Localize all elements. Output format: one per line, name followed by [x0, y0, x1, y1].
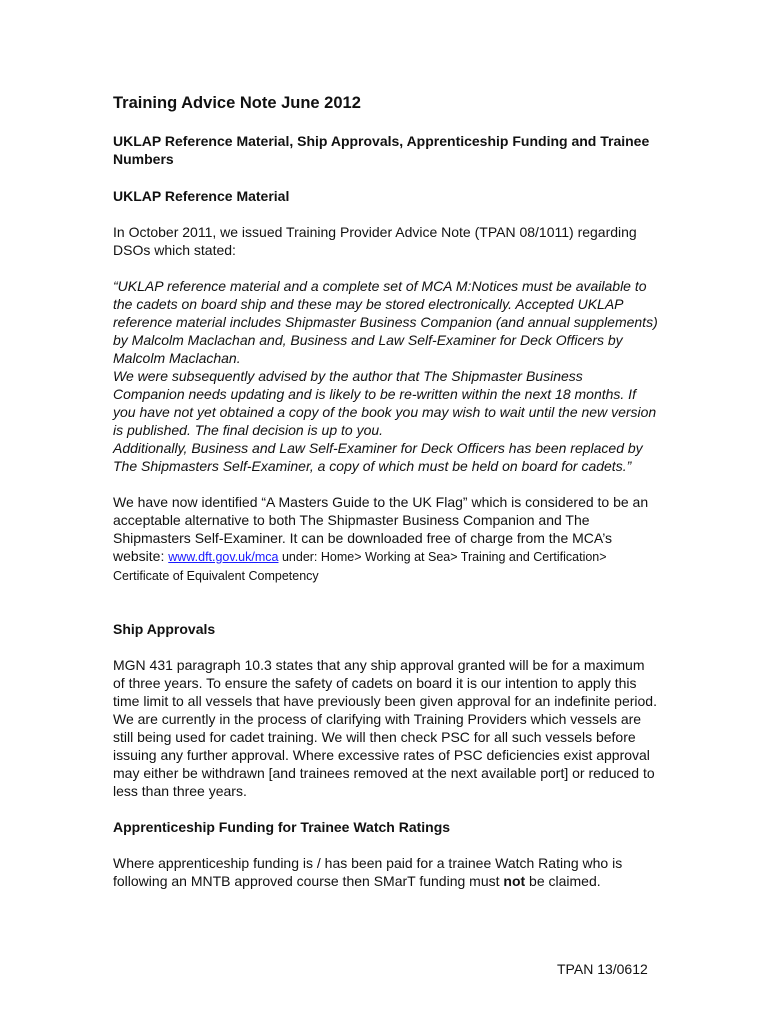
quote-paragraph-1: “UKLAP reference material and a complete set of MCA M:Notices must be available to the cadets on board ship and these may be stored electronically. Accepted UKLAP reference material includes Shipmaster Business Companion (and annual supplements) by Malcolm Maclachan and, Business and Law Self-Examiner for Deck Officers by Malcolm Maclachan.: [113, 278, 658, 366]
followup-text: We have now identified “A Masters Guide to the UK Flag” which is considered to be an acceptable alternative to both The Shipmaster Business Companion and The Shipmasters Self-Examiner. It can be downloaded free of charge from the MCA’s website:: [113, 494, 649, 564]
section-heading-funding: Apprenticeship Funding for Trainee Watch Ratings: [113, 819, 451, 835]
quote-paragraph-2: We were subsequently advised by the author that The Shipmaster Business Companion needs updating and is likely to be re-written within the next 18 months. If you have not yet obtained a copy of the book you may wish to wait until the new version is published. The final decision is up to you.: [113, 368, 657, 438]
funding-emphasis: not: [503, 873, 526, 889]
document-page: [113, 93, 658, 890]
reference-intro-paragraph: In October 2011, we issued Training Provider Advice Note (TPAN 08/1011) regarding DSOs which stated:: [113, 224, 637, 258]
approvals-paragraph: MGN 431 paragraph 10.3 states that any ship approval granted will be for a maximum of three years. To ensure the safety of cadets on board it is our intention to apply this time limit to all vessels that have previously been given approval for an indefinite period. We are currently in the process of clarifying with Training Providers which vessels are still being used for cadet training. We will then check PSC for all such vessels before issuing any further approval. Where excessive rates of PSC deficiencies exist approval may either be withdrawn [and trainees removed at the next available port] or reduced to less than three years.: [113, 657, 657, 799]
funding-paragraph: [113, 854, 658, 890]
footer-reference: TPAN 13/0612: [557, 961, 648, 977]
quote-paragraph-3: Additionally, Business and Law Self-Examiner for Deck Officers has been replaced by The Shipmasters Self-Examiner, a copy of which must be held on board for cadets.”: [113, 440, 643, 474]
mca-website-link[interactable]: www.dft.gov.uk/mca: [168, 550, 279, 564]
funding-text-end: be claimed.: [525, 873, 601, 889]
reference-followup-paragraph: [113, 493, 658, 585]
section-heading-approvals: Ship Approvals: [113, 621, 216, 637]
document-title: Training Advice Note June 2012: [113, 94, 361, 112]
document-subtitle: UKLAP Reference Material, Ship Approvals, Apprenticeship Funding and Trainee Numbers: [113, 133, 650, 167]
followup-tail: under: Home> Working at Sea> Training and Certification> Certificate of Equivalent Competency: [113, 550, 607, 583]
section-heading-reference: UKLAP Reference Material: [113, 188, 290, 204]
reference-quote-block: [113, 277, 658, 475]
funding-text-start: Where apprenticeship funding is / has been paid for a trainee Watch Rating who is following an MNTB approved course then SMarT funding must: [113, 855, 623, 889]
